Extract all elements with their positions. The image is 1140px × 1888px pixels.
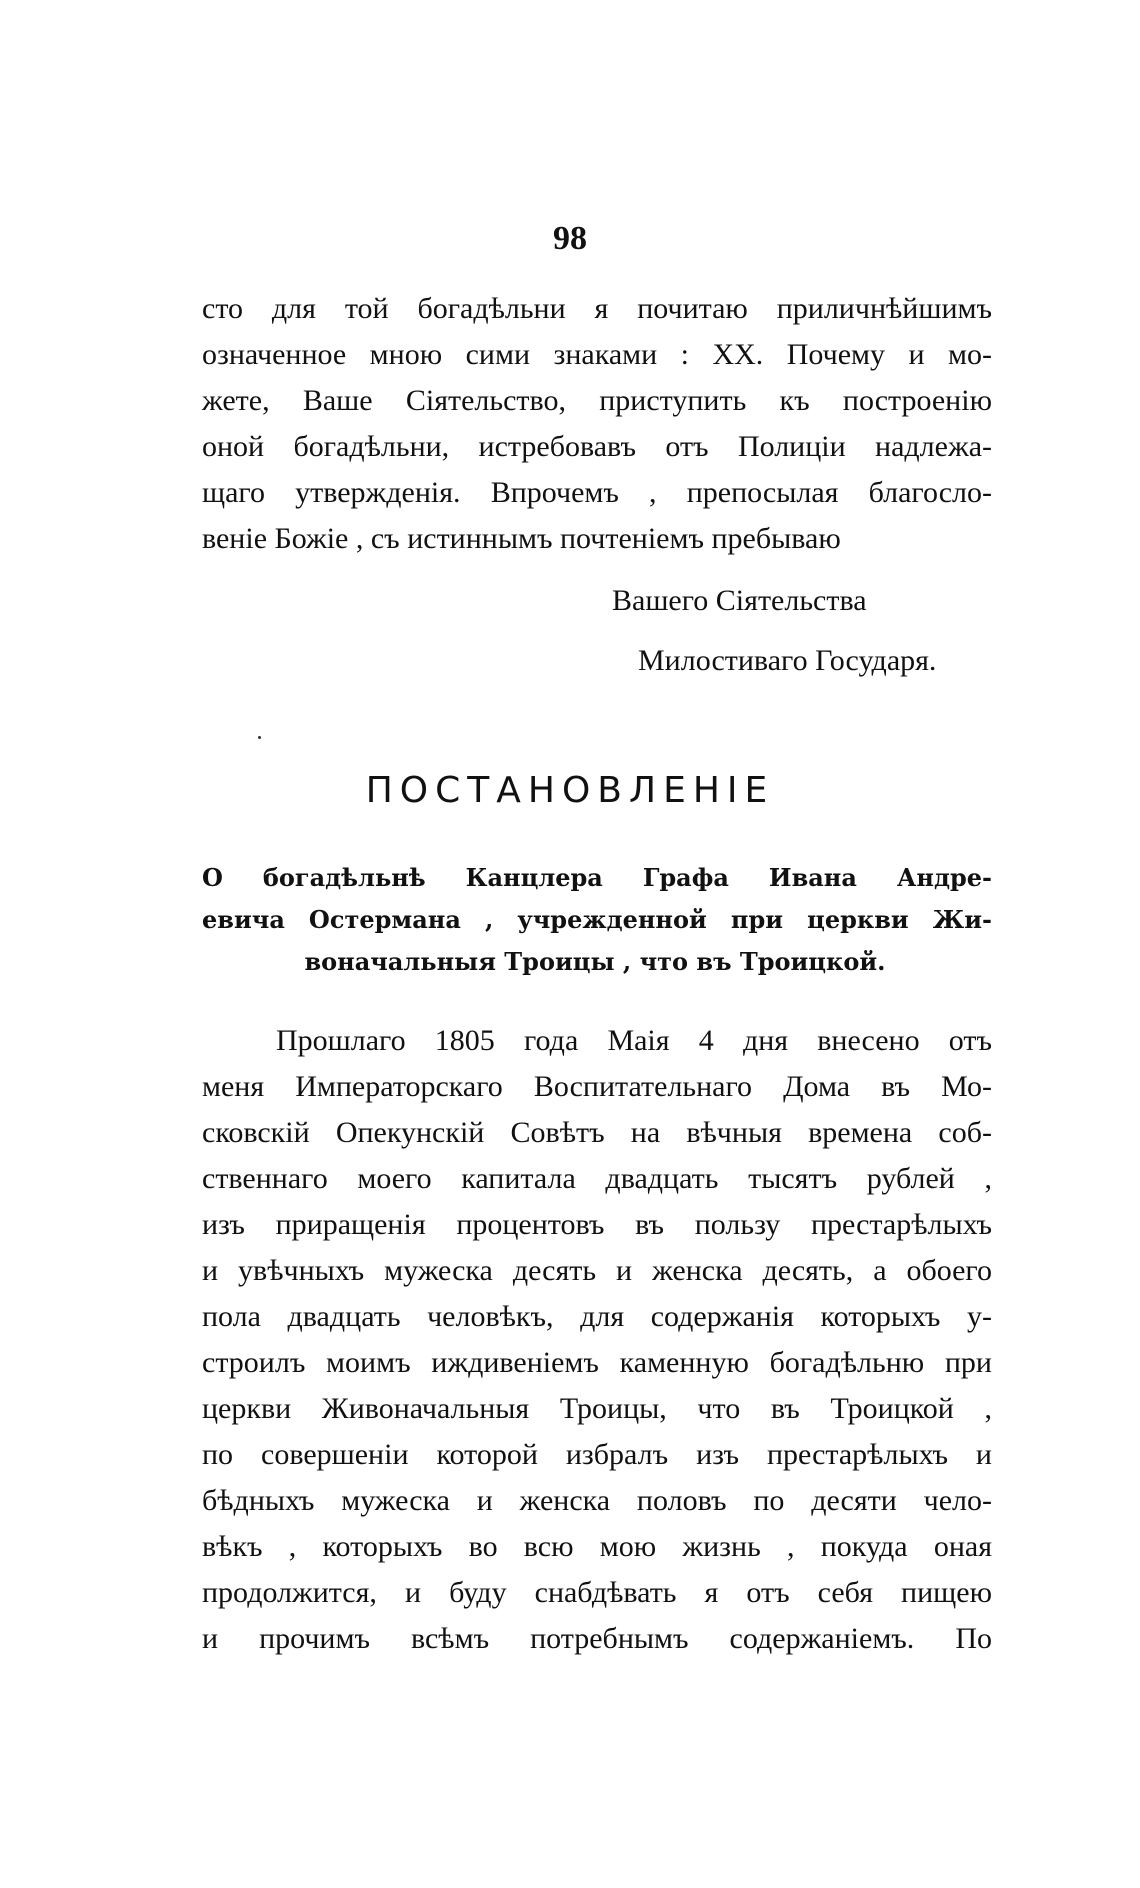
speck <box>258 736 261 739</box>
subtitle-line: воначальныя Троицы , что въ Троицкой. <box>304 947 886 976</box>
body-line: и прочимъ всѣмъ потребнымъ содержаніемъ. По <box>202 1622 992 1655</box>
body-line: изъ приращенія процентовъ въ пользу престарѣлыхъ <box>202 1208 992 1241</box>
body-line: меня Императорскаго Воспитательнаго Дома въ Мо- <box>202 1070 992 1103</box>
closing-title: Милостиваго Государя. <box>638 644 937 677</box>
body-line: пола двадцать человѣкъ, для содержанія которыхъ у- <box>202 1300 992 1333</box>
letter-line: означенное мною сими знаками : XX. Почему и мо- <box>202 338 992 371</box>
body-line: строилъ моимъ иждивеніемъ каменную богадѣльню при <box>202 1346 992 1379</box>
body-line: Прошлаго 1805 года Маія 4 дня внесено отъ <box>276 1024 992 1057</box>
body-line: продолжится, и буду снабдѣвать я отъ себя пищею <box>202 1576 992 1609</box>
body-line: вѣкъ , которыхъ во всю мою жизнь , покуда оная <box>202 1530 992 1563</box>
subtitle-line: О богадѣльнѣ Канцлера Графа Ивана Андре- <box>202 863 992 892</box>
body-line: бѣдныхъ мужеска и женска половъ по десяти чело- <box>202 1484 992 1517</box>
letter-line: жете, Ваше Сіятельство, приступить къ построенію <box>202 384 992 417</box>
letter-line: щаго утвержденія. Впрочемъ , препосылая благосло- <box>202 476 992 509</box>
letter-line: оной богадѣльни, истребовавъ отъ Полиціи надлежа- <box>202 430 992 463</box>
body-line: сковскій Опекунскій Совѣтъ на вѣчныя времена соб- <box>202 1116 992 1149</box>
letter-line: сто для той богадѣльни я почитаю приличнѣйшимъ <box>202 292 992 325</box>
section-heading: ПОСТАНОВЛЕНІЕ <box>365 770 775 811</box>
body-line: церкви Живоначальныя Троицы, что въ Троицкой , <box>202 1392 992 1425</box>
subtitle-line: евича Остермана , учрежденной при церкви Жи- <box>202 905 992 934</box>
body-line: по совершеніи которой избралъ изъ престарѣлыхъ и <box>202 1438 992 1471</box>
closing-salutation: Вашего Сіятельства <box>612 584 867 617</box>
body-line: ственнаго моего капитала двадцать тысятъ рублей , <box>202 1162 992 1195</box>
body-line: и увѣчныхъ мужеска десять и женска десять, а обоего <box>202 1254 992 1287</box>
page-number: 98 <box>553 220 587 257</box>
letter-line: веніе Божіе , съ истиннымъ почтеніемъ пребываю <box>202 522 841 555</box>
